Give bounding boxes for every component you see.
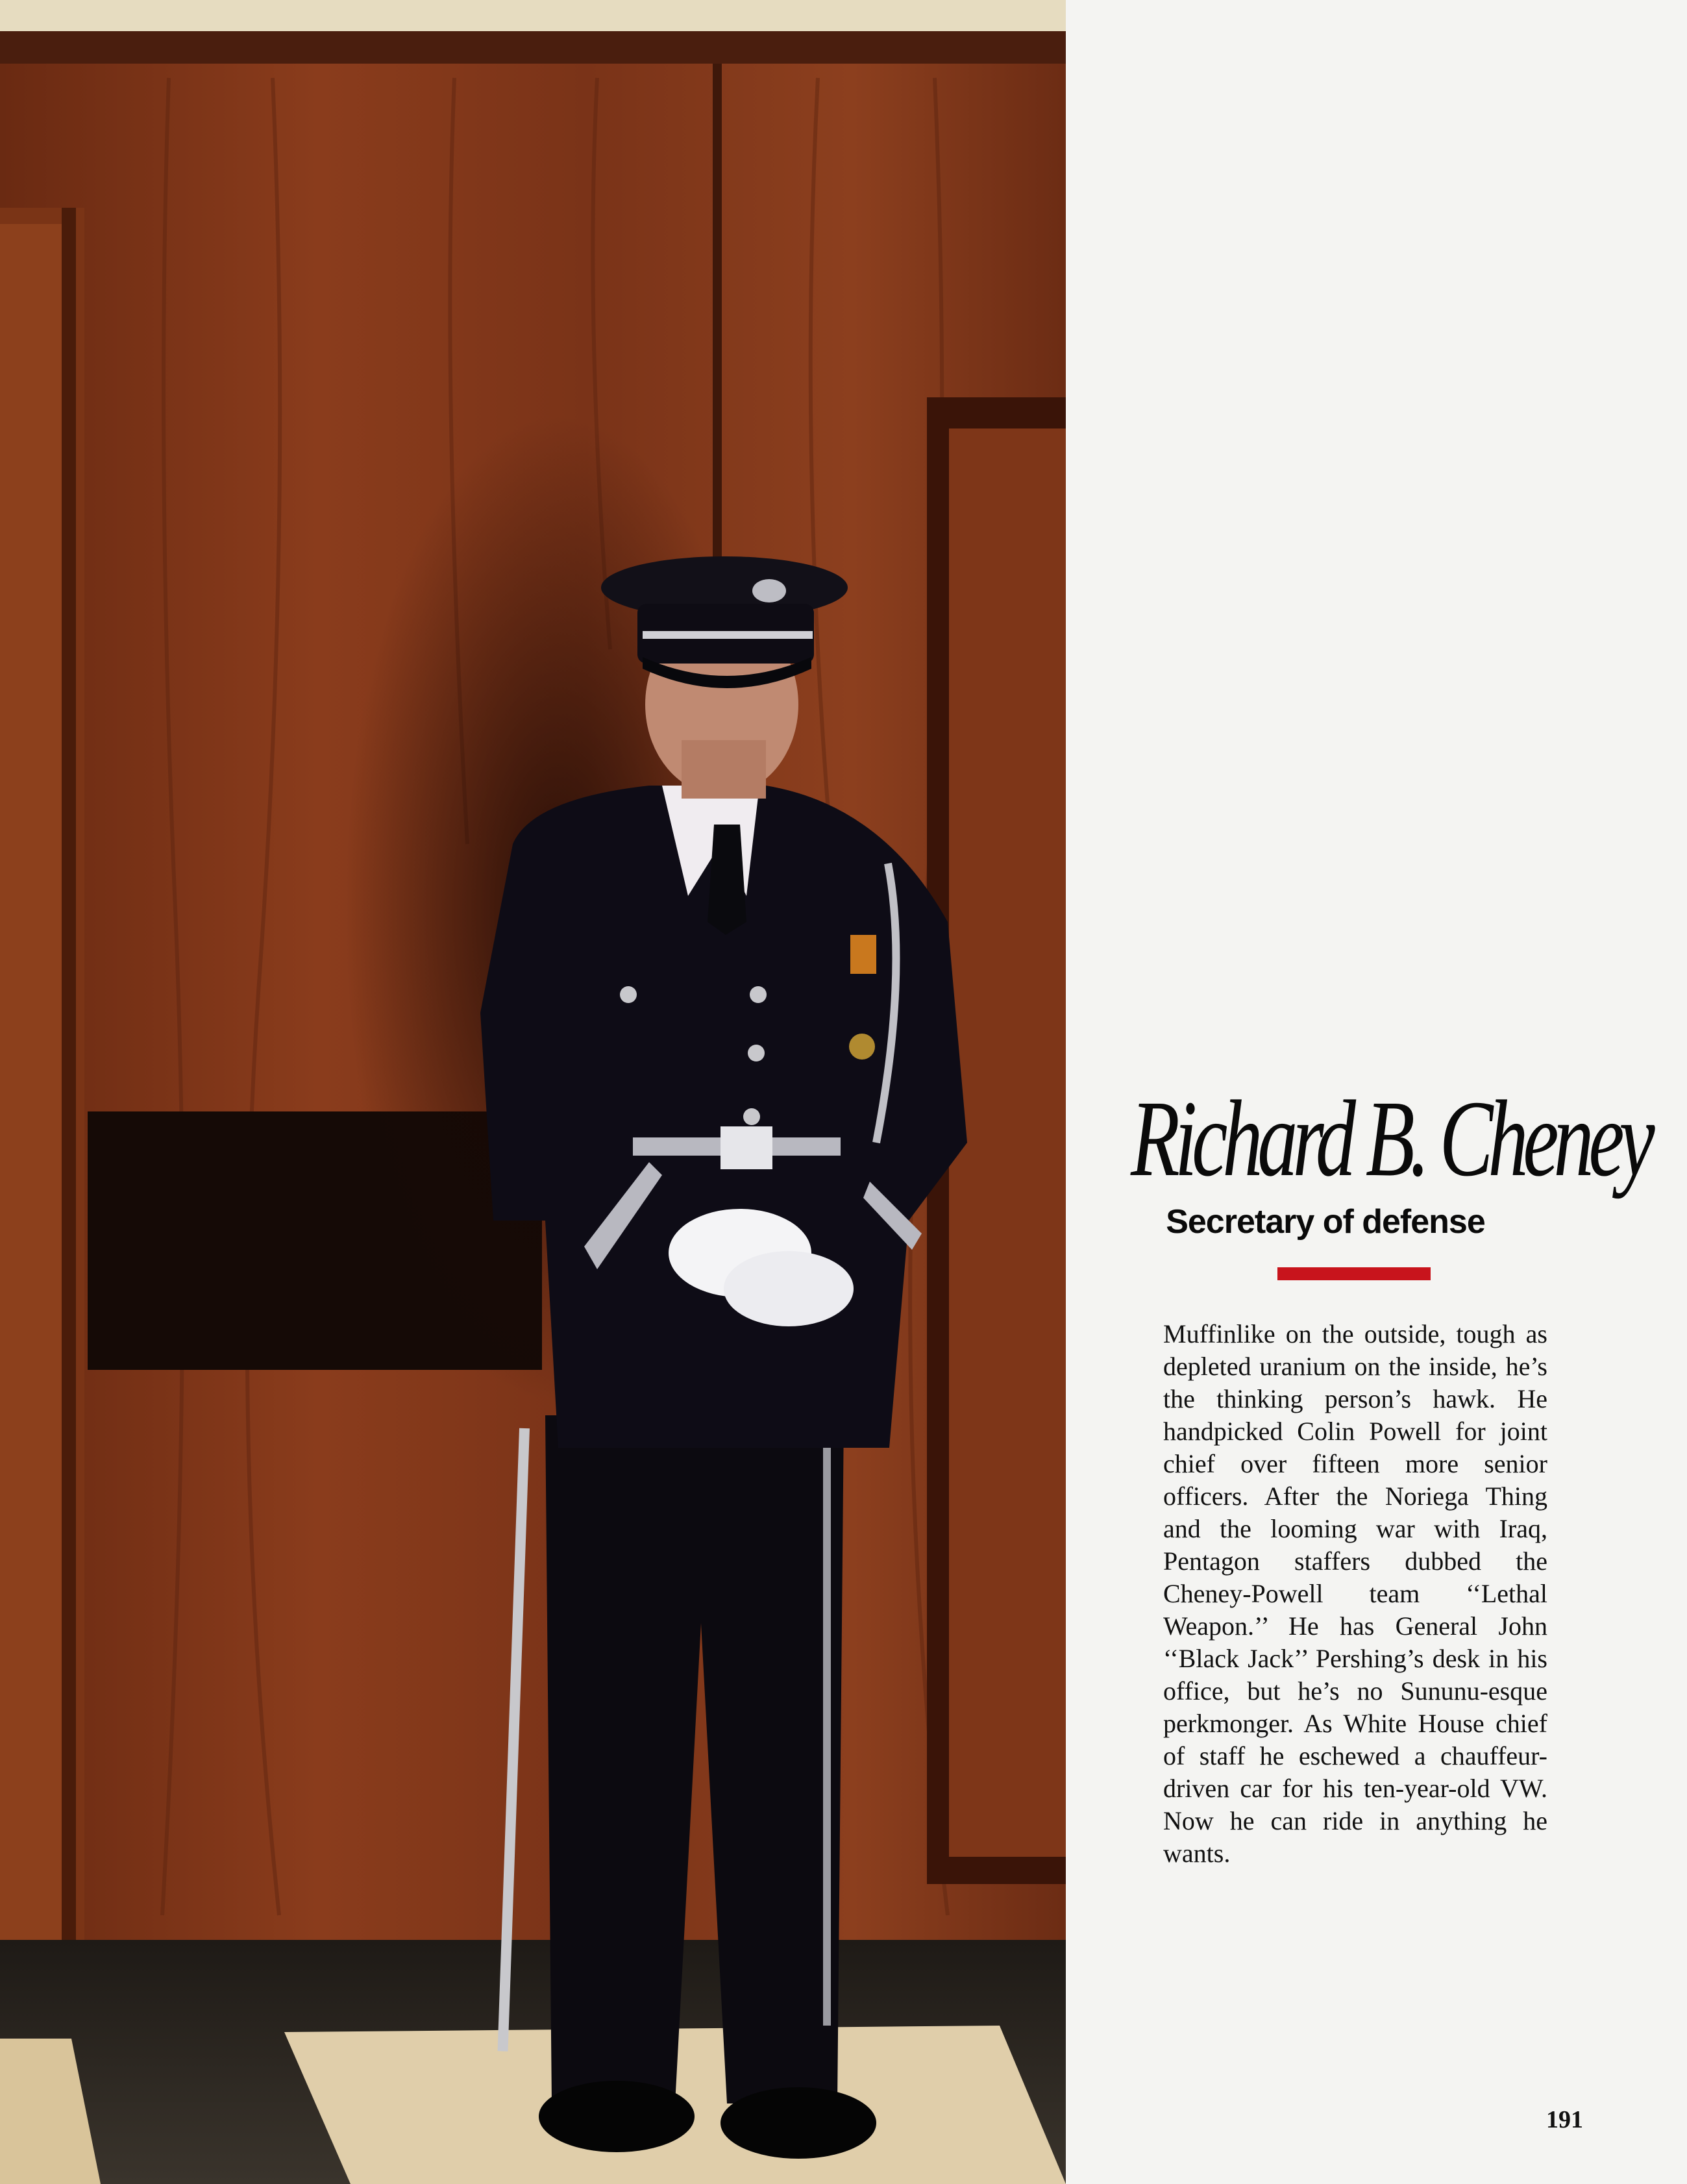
article-subhead: Secretary of defense <box>1166 1203 1485 1241</box>
article-text-column <box>1066 0 1687 2184</box>
article-body: Muffinlike on the outside, tough as depleted uranium on the inside, he’s the thinking person’s hawk. He handpicked Colin Powell for joint chief over fifteen more senior officers. After the Noriega Thing and the looming war with Iraq, Pentagon staffers dubbed the Cheney-Powell team ‘‘Lethal Weapon.’’ He has General John ‘‘Black Jack’’ Pershing’s desk in his office, but he’s no Sununu-esque perkmonger. As White House chief of staff he eschewed a chauffeur-driven car for his ten-year-old VW. Now he can ride in anything he wants. <box>1163 1319 1547 1868</box>
accent-rule <box>1277 1267 1431 1280</box>
page-number: 191 <box>1546 2106 1583 2133</box>
article-headline: Richard B. Cheney <box>1131 1078 1650 1199</box>
